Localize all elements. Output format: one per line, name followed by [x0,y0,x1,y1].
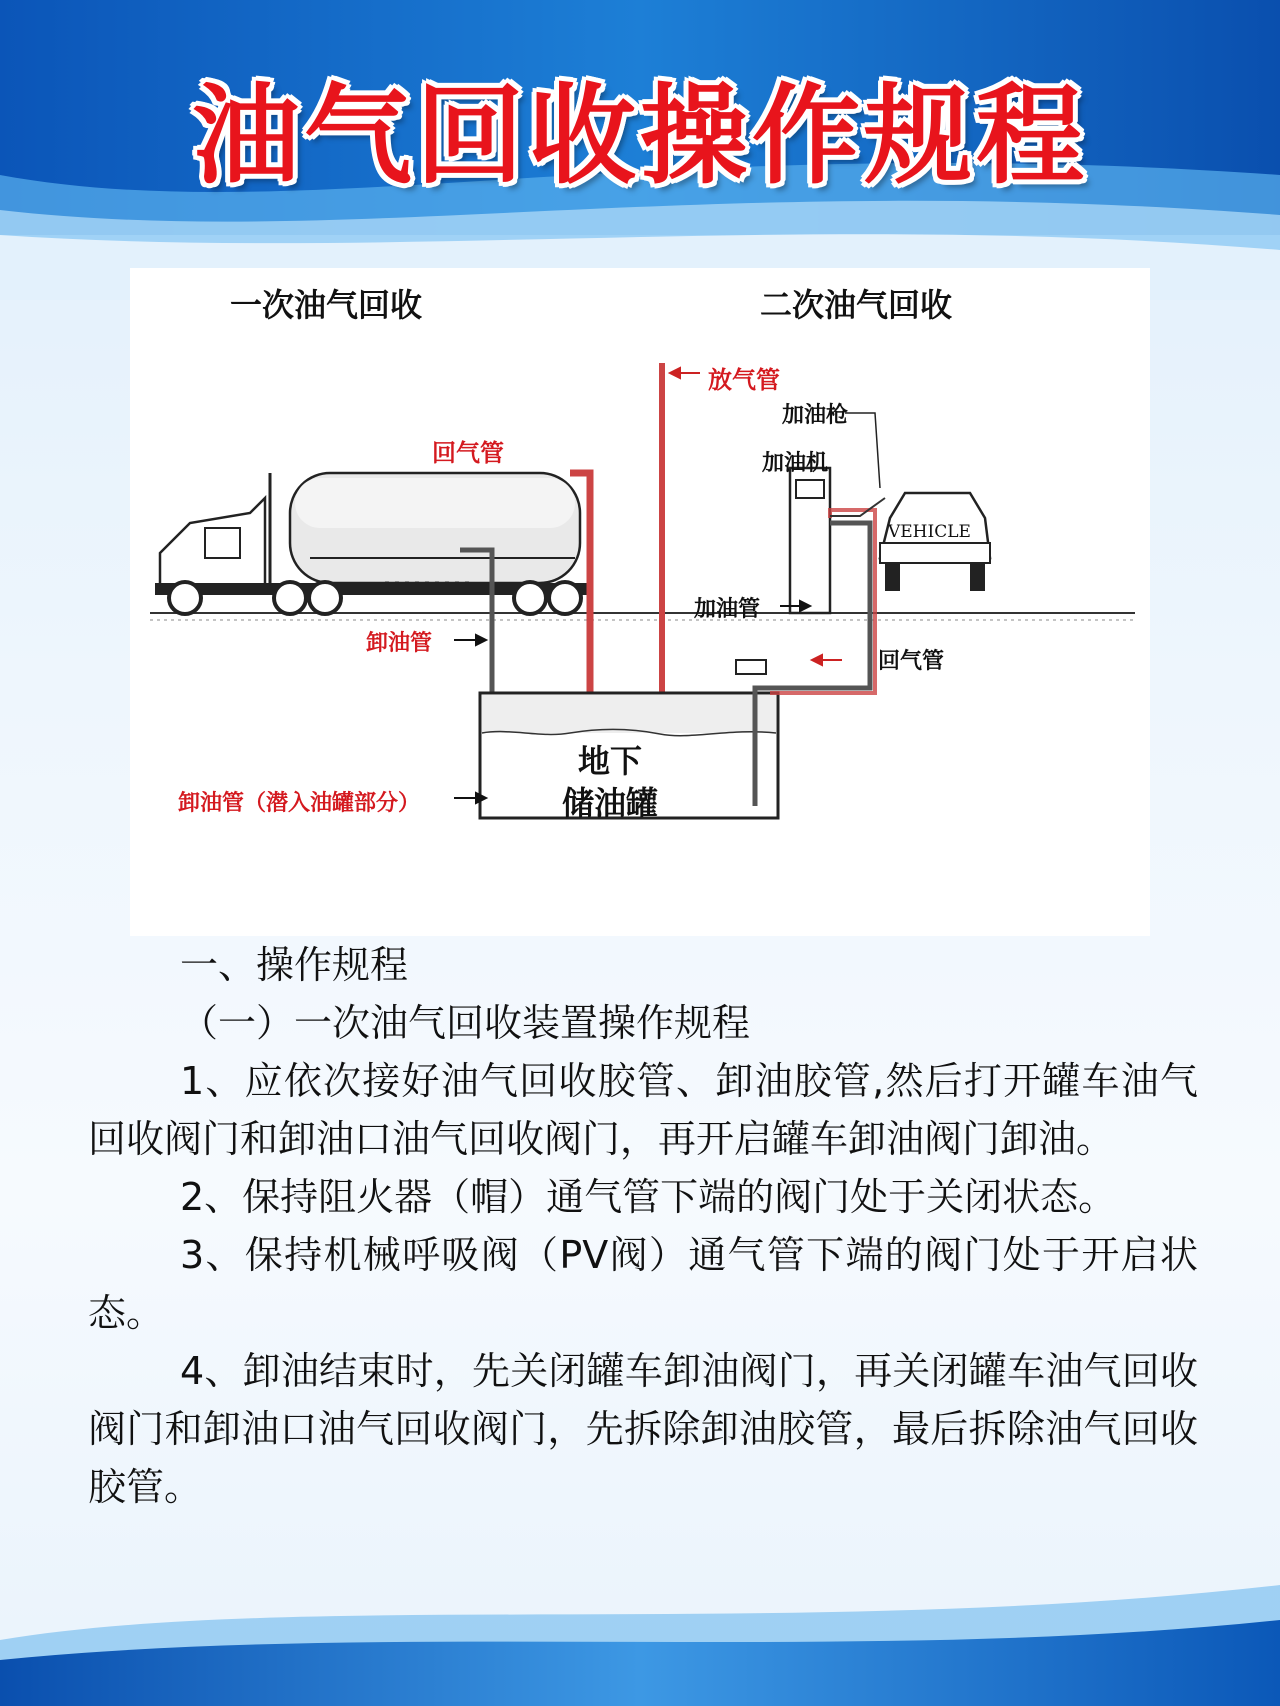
procedure-item: 4、卸油结束时，先关闭罐车卸油阀门，再关闭罐车油气回收阀门和卸油口油气回收阀门，先拆除卸油胶管，最后拆除油气回收胶管。 [88,1349,1198,1509]
tanker-truck [155,473,590,614]
vapor-recovery-diagram [130,268,1150,936]
procedure-item: 3、保持机械呼吸阀（PV阀）通气管下端的阀门处于开启状态。 [88,1233,1198,1335]
nozzle-pointer [845,413,880,488]
dispenser-label: 加油机 [762,450,829,476]
secondary-recovery-title: 二次油气回收 [760,286,953,324]
primary-recovery-title: 一次油气回收 [230,286,423,324]
fuel-pipe-label: 加油管 [694,596,761,622]
vent-pipe-label: 放气管 [708,365,780,394]
page-title: 油气回收操作规程 [191,74,1088,199]
unload-pipe-submerged-label: 卸油管（潜入油罐部分） [178,790,421,816]
vehicle [880,493,990,591]
procedure-item: 1、应依次接好油气回收胶管、卸油胶管,然后打开罐车油气回收阀门和卸油口油气回收阀门，再开启罐车卸油阀门卸油。 [88,1059,1198,1161]
procedure-text [88,936,1198,1516]
vehicle-label: VEHICLE [888,522,971,542]
vapor-return-label-right: 回气管 [878,648,945,674]
tank-label-line2: 储油罐 [562,784,659,822]
subsection-heading: （一）一次油气回收装置操作规程 [180,1001,751,1045]
unload-pipe-label: 卸油管 [366,630,433,656]
nozzle-label: 加油枪 [782,402,849,428]
fuel-dispenser [790,468,830,613]
procedure-item: 2、保持阻火器（帽）通气管下端的阀门处于关闭状态。 [180,1175,1117,1219]
section-heading: 一、操作规程 [180,943,409,987]
vapor-return-label-top: 回气管 [432,438,504,467]
tank-label-line1: 地下 [578,742,643,780]
